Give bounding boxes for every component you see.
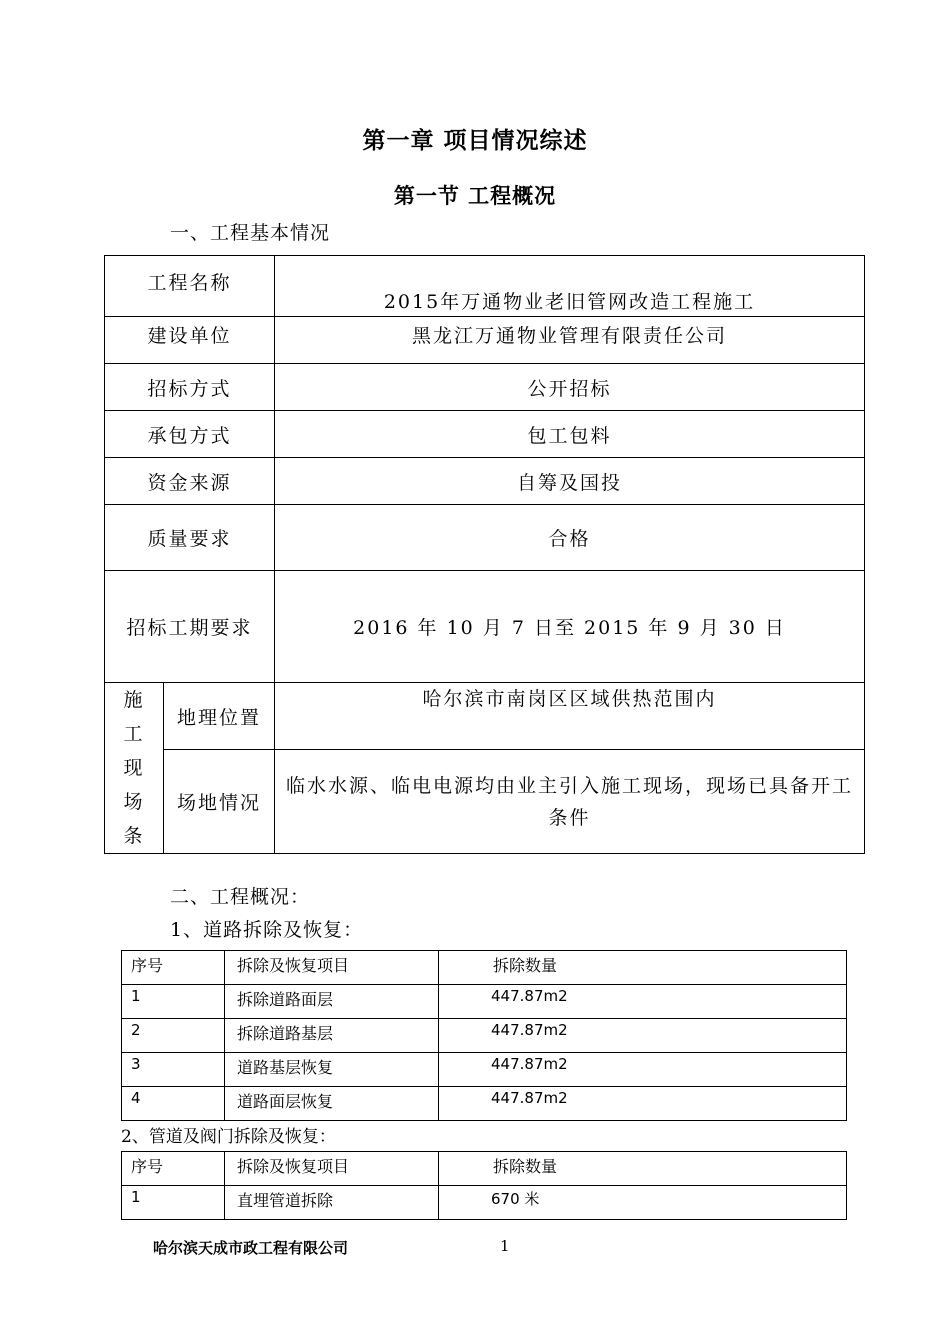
footer-company: 哈尔滨天成市政工程有限公司 (153, 1239, 349, 1257)
table-header-row (122, 951, 847, 985)
period-label: 招标工期要求 (105, 571, 275, 683)
site-group-char: 现 (123, 757, 145, 779)
table-header-cell: 拆除数量 (439, 951, 847, 985)
site-status-label: 场地情况 (164, 750, 275, 854)
quality-label: 质量要求 (105, 505, 275, 571)
table-cell: 道路基层恢复 (225, 1053, 439, 1087)
table-cell: 1 (122, 1186, 225, 1220)
builder-value: 黑龙江万通物业管理有限责任公司 (275, 317, 865, 364)
fund-source-label: 资金来源 (105, 458, 275, 505)
project-name-value: 2015年万通物业老旧管网改造工程施工 (275, 256, 865, 317)
project-name-label: 工程名称 (105, 256, 275, 317)
chapter-title: 第一章 项目情况综述 (362, 127, 588, 154)
site-group-char: 施 (123, 689, 145, 711)
basic-info-heading: 一、工程基本情况 (170, 222, 331, 244)
table-header-cell: 拆除数量 (439, 1152, 847, 1186)
quality-value: 合格 (275, 505, 865, 571)
road-heading: 1、道路拆除及恢复： (170, 919, 364, 941)
period-value: 2016 年 10 月 7 日至 2015 年 9 月 30 日 (275, 571, 865, 683)
table-cell: 447.87m2 (439, 1087, 847, 1121)
table-cell: 4 (122, 1087, 225, 1121)
table-cell: 3 (122, 1053, 225, 1087)
bid-method-label: 招标方式 (105, 364, 275, 411)
table-header-row (122, 1152, 847, 1186)
table-cell: 447.87m2 (439, 1053, 847, 1087)
basic-info-table (104, 255, 865, 854)
table-cell: 1 (122, 985, 225, 1019)
table-cell: 拆除道路面层 (225, 985, 439, 1019)
table-header-cell: 序号 (122, 1152, 225, 1186)
table-cell: 直埋管道拆除 (225, 1186, 439, 1220)
table-row (122, 1087, 847, 1121)
table-cell: 447.87m2 (439, 985, 847, 1019)
builder-label: 建设单位 (105, 317, 275, 364)
location-value: 哈尔滨市南岗区区域供热范围内 (275, 683, 865, 750)
table-cell: 拆除道路基层 (225, 1019, 439, 1053)
table-cell: 447.87m2 (439, 1019, 847, 1053)
table-header-cell: 序号 (122, 951, 225, 985)
pipe-heading: 2、管道及阀门拆除及恢复： (121, 1127, 336, 1147)
page-number: 1 (500, 1237, 510, 1255)
site-group-char: 场 (123, 791, 145, 813)
location-label: 地理位置 (164, 683, 275, 750)
table-cell: 道路面层恢复 (225, 1087, 439, 1121)
table-row (122, 1019, 847, 1053)
road-table (121, 950, 847, 1121)
table-header-cell: 拆除及恢复项目 (225, 951, 439, 985)
site-group-char: 工 (123, 723, 145, 745)
table-row (122, 1186, 847, 1220)
table-row (122, 1053, 847, 1087)
overview-heading: 二、工程概况： (170, 886, 311, 908)
bid-method-value: 公开招标 (275, 364, 865, 411)
table-cell: 2 (122, 1019, 225, 1053)
site-conditions-group-label (105, 683, 164, 854)
section-title: 第一节 工程概况 (393, 183, 557, 208)
pipe-table (121, 1151, 847, 1220)
table-cell: 670 米 (439, 1186, 847, 1220)
site-group-char: 条 (123, 825, 145, 847)
table-header-cell: 拆除及恢复项目 (225, 1152, 439, 1186)
table-row (122, 985, 847, 1019)
site-status-value: 临水水源、临电电源均由业主引入施工现场，现场已具备开工条件 (275, 750, 865, 854)
contract-method-value: 包工包料 (275, 411, 865, 458)
contract-method-label: 承包方式 (105, 411, 275, 458)
fund-source-value: 自筹及国投 (275, 458, 865, 505)
